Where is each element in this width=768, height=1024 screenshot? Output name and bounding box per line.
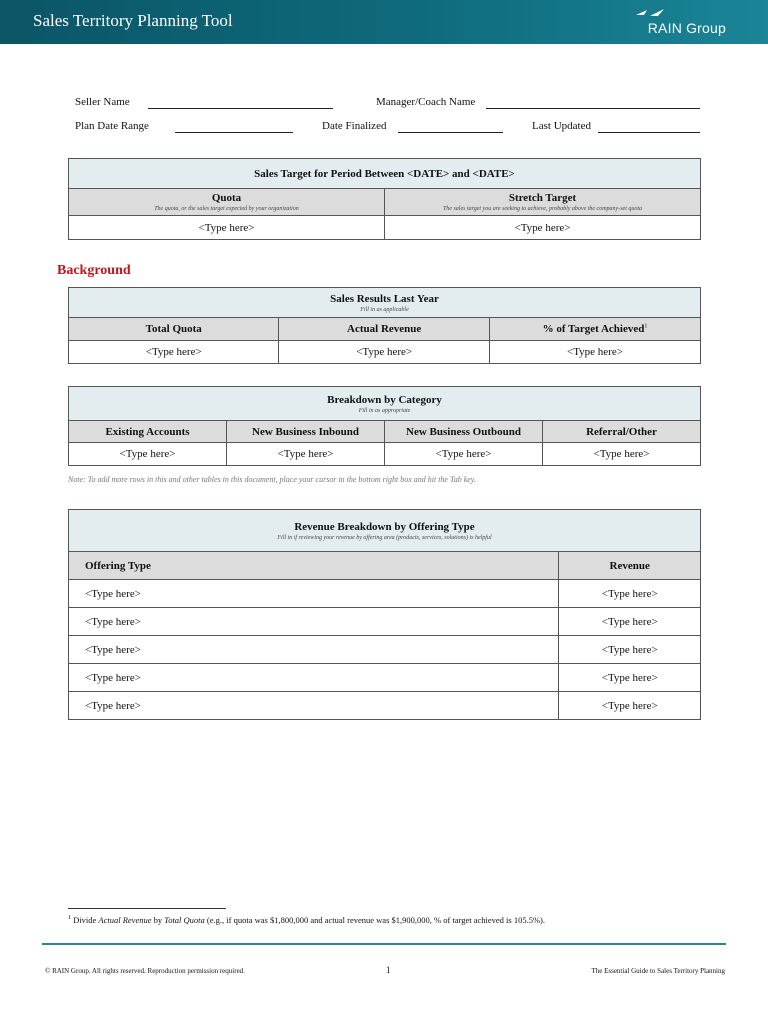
revenue-breakdown-table: [68, 509, 701, 720]
existing-accounts-header: Existing Accounts: [69, 421, 227, 443]
new-business-outbound-input[interactable]: <Type here>: [385, 443, 543, 466]
target-achieved-header: % of Target Achieved$^1$: [489, 318, 700, 341]
date-finalized-field[interactable]: [398, 132, 503, 133]
new-business-inbound-input[interactable]: <Type here>: [227, 443, 385, 466]
quota-header: Quota The quota, or the sales target expected by your organization: [69, 189, 385, 216]
breakdown-table: [68, 386, 701, 466]
seller-name-label: Seller Name: [75, 96, 130, 108]
new-business-outbound-header: New Business Outbound: [385, 421, 543, 443]
referral-other-header: Referral/Other: [543, 421, 701, 443]
actual-revenue-header: Actual Revenue: [279, 318, 489, 341]
revenue-breakdown-title: Revenue Breakdown by Offering Type Fill in if reviewing your revenue by offering area (products, services, solutions) is helpful: [69, 510, 701, 552]
total-quota-header: Total Quota: [69, 318, 279, 341]
sales-results-table: [68, 287, 701, 364]
sales-target-title: Sales Target for Period Between <DATE> and <DATE>: [69, 159, 701, 189]
stretch-target-input[interactable]: <Type here>: [385, 216, 701, 240]
page-header: [0, 0, 768, 44]
sales-results-title: Sales Results Last Year Fill in as applicable: [69, 288, 701, 318]
revenue-header: Revenue: [559, 552, 701, 580]
footer-copyright: © RAIN Group. All rights reserved. Reproduction permission required.: [45, 967, 245, 975]
table-row: [69, 664, 701, 692]
new-business-inbound-header: New Business Inbound: [227, 421, 385, 443]
stretch-target-description: The sales target you are seeking to achieve, probably above the company-set quota: [442, 206, 643, 212]
manager-coach-name-label: Manager/Coach Name: [376, 96, 476, 108]
last-updated-field[interactable]: [598, 132, 700, 133]
table-note: Note: To add more rows in this and other tables in this document, place your cursor in the bottom right box and hit the Tab key.: [68, 475, 476, 484]
logo-text: RAIN Group: [647, 20, 726, 36]
offering-type-input[interactable]: <Type here>: [69, 692, 559, 720]
offering-type-input[interactable]: <Type here>: [69, 580, 559, 608]
offering-type-input[interactable]: <Type here>: [69, 664, 559, 692]
table-row: [69, 636, 701, 664]
total-quota-input[interactable]: <Type here>: [69, 341, 279, 364]
offering-type-input[interactable]: <Type here>: [69, 608, 559, 636]
revenue-input[interactable]: <Type here>: [559, 692, 701, 720]
table-row: [69, 608, 701, 636]
footer-divider: [42, 943, 726, 945]
stretch-target-header: Stretch Target The sales target you are seeking to achieve, probably above the company-set quota: [385, 189, 701, 216]
plan-date-range-label: Plan Date Range: [75, 120, 149, 132]
seller-name-field[interactable]: [148, 108, 333, 109]
revenue-input[interactable]: <Type here>: [559, 636, 701, 664]
footnote-separator: [68, 908, 226, 909]
manager-coach-name-field[interactable]: [486, 108, 700, 109]
breakdown-title: Breakdown by Category Fill in as appropriate: [69, 387, 701, 421]
rain-group-logo-icon: [636, 7, 666, 21]
plan-date-range-field[interactable]: [175, 132, 293, 133]
existing-accounts-input[interactable]: <Type here>: [69, 443, 227, 466]
table-row: [69, 580, 701, 608]
quota-input[interactable]: <Type here>: [69, 216, 385, 240]
quota-description: The quota, or the sales target expected by your organization: [154, 206, 299, 212]
last-updated-label: Last Updated: [532, 120, 591, 132]
page-title: Sales Territory Planning Tool: [33, 11, 233, 30]
table-row: [69, 692, 701, 720]
footer-guide-title: The Essential Guide to Sales Territory Planning: [591, 967, 725, 975]
page-number: 1: [386, 965, 391, 975]
date-finalized-label: Date Finalized: [322, 120, 387, 132]
offering-type-input[interactable]: <Type here>: [69, 636, 559, 664]
referral-other-input[interactable]: <Type here>: [543, 443, 701, 466]
sales-target-table: [68, 158, 701, 240]
actual-revenue-input[interactable]: <Type here>: [279, 341, 489, 364]
target-achieved-input[interactable]: <Type here>: [489, 341, 700, 364]
rain-group-logo: [616, 7, 726, 39]
offering-type-header: Offering Type: [69, 552, 559, 580]
footnote: $^1$ Divide Actual Revenue by Total Quota (e.g., if quota was $1,800,000 and actual revenue was $1,900,000, % of target achieved is 105.5%).: [68, 915, 546, 925]
revenue-input[interactable]: <Type here>: [559, 580, 701, 608]
revenue-input[interactable]: <Type here>: [559, 664, 701, 692]
background-heading: Background: [57, 263, 131, 278]
revenue-input[interactable]: <Type here>: [559, 608, 701, 636]
